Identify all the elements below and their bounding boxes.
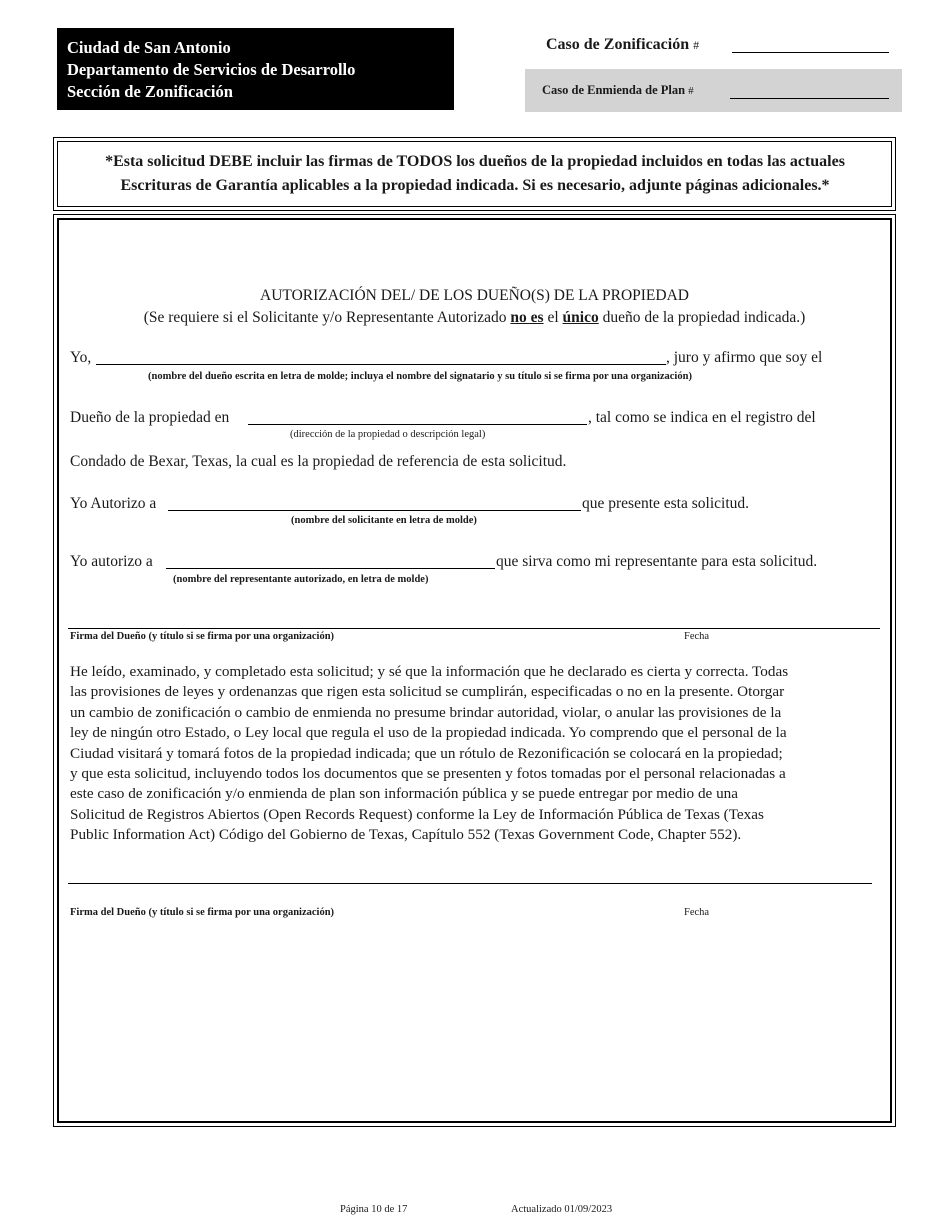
plan-amendment-number-field[interactable] [730, 98, 889, 99]
owner-signature-label-2: Firma del Dueño (y título si se firma por una organización) [70, 907, 335, 918]
property-address-label: Dueño de la propiedad en [70, 409, 230, 426]
owner-signature-field-1[interactable] [68, 628, 880, 629]
property-address-suffix: , tal como se indica en el registro del [588, 409, 816, 426]
applicant-authorize-suffix: que presente esta solicitud. [582, 495, 750, 512]
applicant-authorize-label: Yo Autorizo a [70, 495, 157, 512]
zoning-case-label: Caso de Zonificación # [546, 36, 700, 53]
property-address-field[interactable] [248, 424, 587, 425]
section-title: AUTORIZACIÓN DEL/ DE LOS DUEÑO(S) DE LA PROPIEDAD [260, 287, 689, 304]
updated-date: Actualizado 01/09/2023 [511, 1204, 613, 1215]
notice-text: *Esta solicitud DEBE incluir las firmas de TODOS los dueños de la propiedad incluidos en todas las actuales Escrituras de Garantía aplicables a la propiedad indicada. Si es necesario, adjunte páginas adicionales.* [105, 153, 845, 194]
applicant-name-hint: (nombre del solicitante en letra de molde) [291, 515, 477, 526]
section-subtitle: (Se requiere si el Solicitante y/o Representante Autorizado no es el único dueño de la propiedad indicada.) [143, 309, 806, 326]
owner-name-label: Yo, [70, 349, 92, 366]
representative-name-hint: (nombre del representante autorizado, en letra de molde) [173, 574, 429, 585]
applicant-name-field[interactable] [168, 510, 581, 511]
zoning-case-number-field[interactable] [732, 52, 889, 53]
declaration-paragraph: He leído, examinado, y completado esta solicitud; y sé que la información que he declarado es cierta y correcta. Todas las provisiones de leyes y ordenanzas que rigen esta solicitud se cumplirán, especificadas o no en la presente. Otorgar un cambio de zonificación o cambio de enmienda no presume brindar autoridad, violar, o anular las provisiones de la ley de ningún otro Estado, o Ley local que regula el uso de la propiedad indicada. Yo comprendo que el personal de la Ciudad visitará y tomará fotos de la propiedad indicada; que un rótulo de Rezonificación se colocará en la propiedad; y que esta solicitud, incluyendo todos los documentos que se presenten y fotos tomadas por el personal relacionadas a este caso de zonificación y/o enmienda de plan son información pública y se puede entregar por medio de una Solicitud de Registros Abiertos (Open Records Request) conforme la Ley de Información Pública de Texas (Texas Public Information Act) Código del Gobierno de Texas, Capítulo 552 (Texas Government Code, Chapter 552). [70, 663, 789, 844]
representative-name-field[interactable] [166, 568, 495, 569]
dept-line-section: Sección de Zonificación [67, 82, 233, 101]
owner-name-field[interactable] [96, 364, 666, 365]
department-header [57, 28, 454, 110]
date-label-2: Fecha [684, 907, 710, 918]
owner-name-suffix: , juro y afirmo que soy el [666, 349, 823, 366]
representative-authorize-suffix: que sirva como mi representante para esta solicitud. [496, 553, 818, 570]
date-label-1: Fecha [684, 631, 710, 642]
owner-signature-label-1: Firma del Dueño (y título si se firma por una organización) [70, 631, 335, 642]
page-number: Página 10 de 17 [340, 1204, 408, 1215]
owner-signature-field-2[interactable] [68, 883, 872, 884]
representative-authorize-label: Yo autorizo a [70, 553, 153, 570]
plan-amendment-label: Caso de Enmienda de Plan # [542, 83, 694, 97]
dept-line-city: Ciudad de San Antonio [67, 38, 231, 57]
dept-line-department: Departamento de Servicios de Desarrollo [67, 60, 356, 79]
county-statement: Condado de Bexar, Texas, la cual es la propiedad de referencia de esta solicitud. [70, 453, 567, 470]
owner-name-hint: (nombre del dueño escrita en letra de molde; incluya el nombre del signatario y su título si se firma por una organización) [148, 371, 692, 382]
property-address-hint: (dirección de la propiedad o descripción legal) [290, 429, 486, 440]
